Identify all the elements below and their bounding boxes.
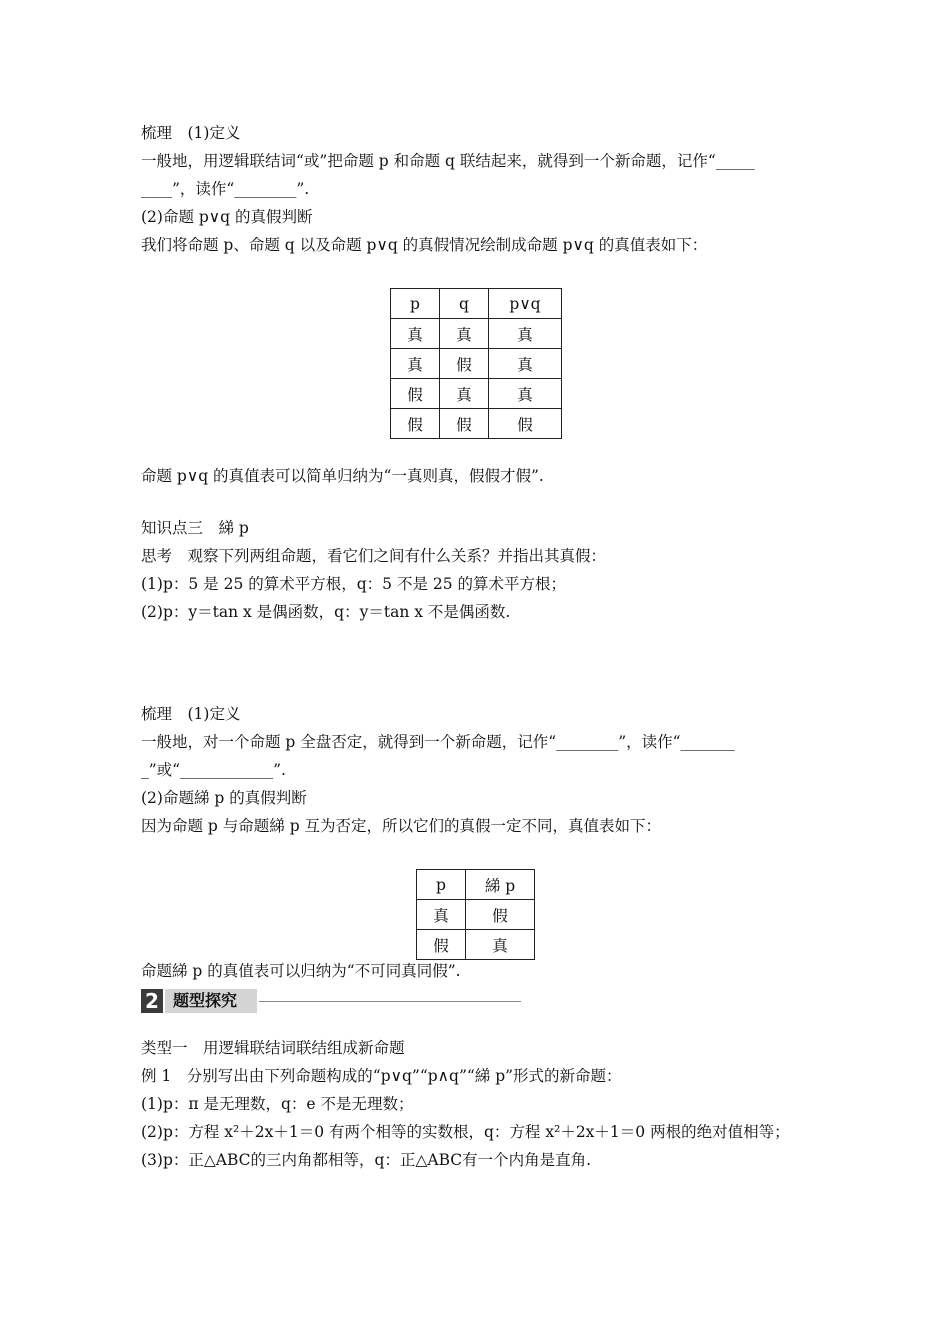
- table-row: [391, 409, 562, 439]
- definition-text: 一般地，用逻辑联结词“或”把命题 p 和命题 q 联结起来，就得到一个新命题，记作“_____: [141, 152, 755, 170]
- list-item: (2)p：y＝tan x 是偶函数，q：y＝tan x 不是偶函数.: [141, 603, 511, 621]
- table-header-cell: q: [440, 289, 489, 319]
- table-row: [417, 930, 535, 960]
- truth-table-not: [416, 869, 535, 960]
- table-cell: 真: [391, 319, 440, 349]
- list-item: (1)p：5 是 25 的算术平方根，q：5 不是 25 的算术平方根；: [141, 575, 567, 593]
- table-cell: 假: [489, 409, 562, 439]
- list-item: (1)p：π 是无理数，q：e 不是无理数；: [141, 1095, 414, 1113]
- table-row: [391, 349, 562, 379]
- table-row: [391, 319, 562, 349]
- list-item: (3)p：正△ABC的三内角都相等，q：正△ABC有一个内角是直角.: [141, 1151, 592, 1169]
- table-cell: 真: [489, 379, 562, 409]
- heading-review-definition: 梳理 (1)定义: [141, 124, 241, 142]
- heading-review-definition: 梳理 (1)定义: [141, 705, 241, 723]
- section-number-badge: 2: [141, 989, 163, 1013]
- table-header-cell: p∨q: [489, 289, 562, 319]
- think-text: 思考 观察下列两组命题，看它们之间有什么关系？并指出其真假：: [141, 547, 607, 565]
- divider: [259, 1001, 521, 1002]
- definition-text: 一般地，对一个命题 p 全盘否定，就得到一个新命题，记作“________”，读作“_______: [141, 733, 735, 751]
- type-heading: 类型一 用逻辑联结词联结组成新命题: [141, 1039, 405, 1057]
- table-cell: 真: [466, 930, 535, 960]
- table-header-cell: 綈 p: [466, 870, 535, 900]
- table-cell: 假: [417, 930, 466, 960]
- table-header-cell: p: [391, 289, 440, 319]
- table-cell: 假: [391, 409, 440, 439]
- table-row: [417, 900, 535, 930]
- section-title: 题型探究: [165, 989, 257, 1013]
- list-item: (2)p：方程 x²＋2x＋1＝0 有两个相等的实数根，q：方程 x²＋2x＋1＝0 两根的绝对值相等；: [141, 1123, 790, 1141]
- subheading-truth: (2)命题綈 p 的真假判断: [141, 789, 307, 807]
- paragraph-text: 因为命题 p 与命题綈 p 互为否定，所以它们的真假一定不同，真值表如下：: [141, 817, 662, 835]
- knowledge-point-heading: 知识点三 綈 p: [141, 519, 249, 537]
- table-header-row: [417, 870, 535, 900]
- table-cell: 假: [466, 900, 535, 930]
- table-header-row: [391, 289, 562, 319]
- summary-text: 命题 p∨q 的真值表可以简单归纳为“一真则真，假假才假”.: [141, 467, 544, 485]
- subheading-truth: (2)命题 p∨q 的真假判断: [141, 208, 313, 226]
- table-cell: 真: [440, 379, 489, 409]
- paragraph-text: 我们将命题 p、命题 q 以及命题 p∨q 的真假情况绘制成命题 p∨q 的真值表如下：: [141, 236, 708, 254]
- definition-text: ____”，读作“________”.: [141, 180, 310, 198]
- table-cell: 真: [391, 349, 440, 379]
- table-cell: 真: [489, 349, 562, 379]
- truth-table-or: [390, 288, 562, 439]
- table-row: [391, 379, 562, 409]
- table-cell: 真: [417, 900, 466, 930]
- table-cell: 真: [489, 319, 562, 349]
- table-header-cell: p: [417, 870, 466, 900]
- table-cell: 假: [440, 409, 489, 439]
- table-cell: 假: [440, 349, 489, 379]
- section-banner: [141, 988, 521, 1014]
- table-cell: 真: [440, 319, 489, 349]
- definition-text: _”或“____________”.: [141, 761, 286, 779]
- summary-text: 命题綈 p 的真值表可以归纳为“不可同真同假”.: [141, 962, 461, 980]
- table-cell: 假: [391, 379, 440, 409]
- example-text: 例 1 分别写出由下列命题构成的“p∨q”“p∧q”“綈 p”形式的新命题：: [141, 1067, 622, 1085]
